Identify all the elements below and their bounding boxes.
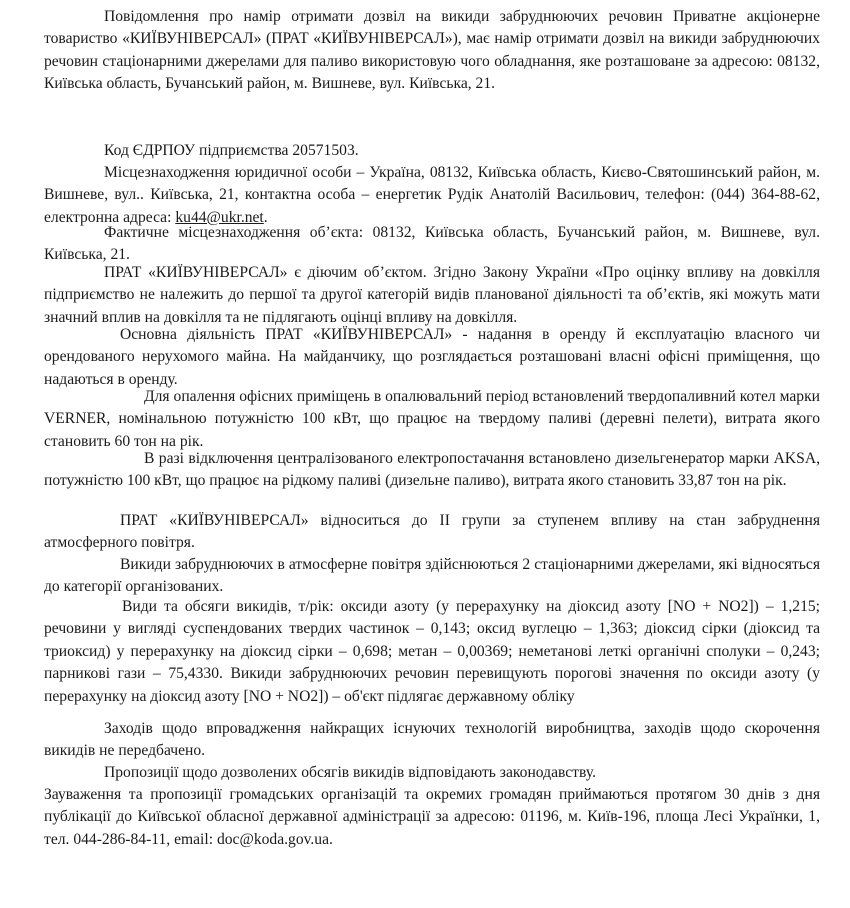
paragraph-text: Заходів щодо впровадження найкращих існуючих технологій виробництва, заходів щодо скорочення викидів не передбачено. bbox=[44, 720, 820, 760]
paragraph-proposals-law bbox=[44, 762, 820, 784]
paragraph-text: Код ЄДРПОУ підприємства 20571503. bbox=[104, 142, 359, 159]
paragraph-emission-volumes bbox=[44, 596, 820, 708]
paragraph-text: Пропозиції щодо дозволених обсягів викидів відповідають законодавству. bbox=[104, 764, 596, 781]
paragraph-heating-boiler bbox=[44, 386, 820, 453]
paragraph-text: Види та обсяги викидів, т/рік: оксиди азоту (у перерахунку на діоксид азоту [NO + NO2]) – 1,215; речовини у вигляді суспендованих твердих частинок – 0,143; оксид вуглецю – 1,363; діоксид сірки (діоксид та триоксид) у перерахунку на діоксид сірки – 0,698; метан – 0,00369; неметанові леткі органічні сполуки – 0,243; парникові гази – 75,4330. Викиди забруднюючих речовин перевищують порогові значення по оксиди азоту (у перерахунку на діоксид азоту [NO + NO2]) – об'єкт підлягає державному обліку bbox=[44, 598, 820, 705]
paragraph-impact-group bbox=[44, 510, 820, 555]
paragraph-text: Фактичне місцезнаходження об’єкта: 08132, Київська область, Бучанський район, м. Вишневе, вул. Київська, 21. bbox=[44, 224, 820, 264]
paragraph-text: Повідомлення про намір отримати дозвіл на викиди забруднюючих речовин Приватне акціонерне товариство «КИЇВУНІВЕРСАЛ» (ПРАТ «КИЇВУНІВЕРСАЛ»), має намір отримати дозвіл на викиди забруднюючих речовин стаціонарними джерелами для паливо використовую чого обладнання, яке розташоване за адресою: 08132, Київська область, Бучанський район, м. Вишневе, вул. Київська, 21. bbox=[44, 8, 820, 93]
paragraph-edrpou-code bbox=[44, 140, 820, 162]
paragraph-text: Викиди забруднюючих в атмосферне повітря здійснюються 2 стаціонарними джерелами, які відносяться до категорії організованих. bbox=[44, 556, 820, 596]
email-link[interactable]: ku44@ukr.net bbox=[175, 208, 264, 226]
paragraph-notice-intro bbox=[44, 6, 820, 96]
paragraph-text: В разі відключення централізованого електропостачання встановлено дизельгенератор марки AKSA, потужністю 100 кВт, що працює на рідкому паливі (дизельне паливо), витрата якого становить 33,87 тон на рік. bbox=[44, 450, 820, 490]
paragraph-text: ПРАТ «КИЇВУНІВЕРСАЛ» відноситься до II групи за ступенем впливу на стан забруднення атмосферного повітря. bbox=[44, 512, 820, 552]
paragraph-emission-sources bbox=[44, 554, 820, 599]
paragraph-text-end: . bbox=[263, 208, 268, 226]
paragraph-text: Для опалення офісних приміщень в опалювальний період встановлений твердопаливний котел марки VERNER, номінальною потужністю 100 кВт, що працює на твердому паливі (деревні пелети), витрата якого становить 60 тон на рік. bbox=[44, 388, 820, 450]
paragraph-public-comments bbox=[44, 784, 820, 851]
paragraph-text: Місцезнаходження юридичної особи – Україна, 08132, Київська область, Києво-Святошинський район, м. Вишневе, вул.. Київська, 21, контактна особа – енергетик Рудік Анатолій Васильович, телефон: (044) 364-88-62, електронна адреса: bbox=[44, 164, 820, 226]
paragraph-text: Зауваження та пропозиції громадських організацій та окремих громадян приймаються протягом 30 днів з дня публікації до Київської обласної державної адміністрації за адресою: 01196, м. Київ-196, площа Лесі Українки, 1, тел. 044-286-84-11, email: doc@koda.gov.ua. bbox=[44, 786, 820, 848]
paragraph-text: Основна діяльність ПРАТ «КИЇВУНІВЕРСАЛ» - надання в оренду й експлуатацію власного чи орендованого нерухомого майна. На майданчику, що розглядається розташовані власні офісні приміщення, що надаються в оренду. bbox=[44, 326, 820, 388]
paragraph-diesel-generator bbox=[44, 448, 820, 493]
paragraph-text: ПРАТ «КИЇВУНІВЕРСАЛ» є діючим об’єктом. Згідно Закону України «Про оцінку впливу на довкілля підприємство не належить до першої та другої категорій видів планованої діяльності та об’єктів, які можуть мати значний вплив на довкілля та не підлягають оцінці впливу на довкілля. bbox=[44, 264, 820, 326]
paragraph-legal-address bbox=[44, 162, 820, 229]
paragraph-operating-object bbox=[44, 262, 820, 329]
paragraph-main-activity bbox=[44, 324, 820, 391]
paragraph-actual-address bbox=[44, 222, 820, 267]
paragraph-best-technologies bbox=[44, 718, 820, 763]
